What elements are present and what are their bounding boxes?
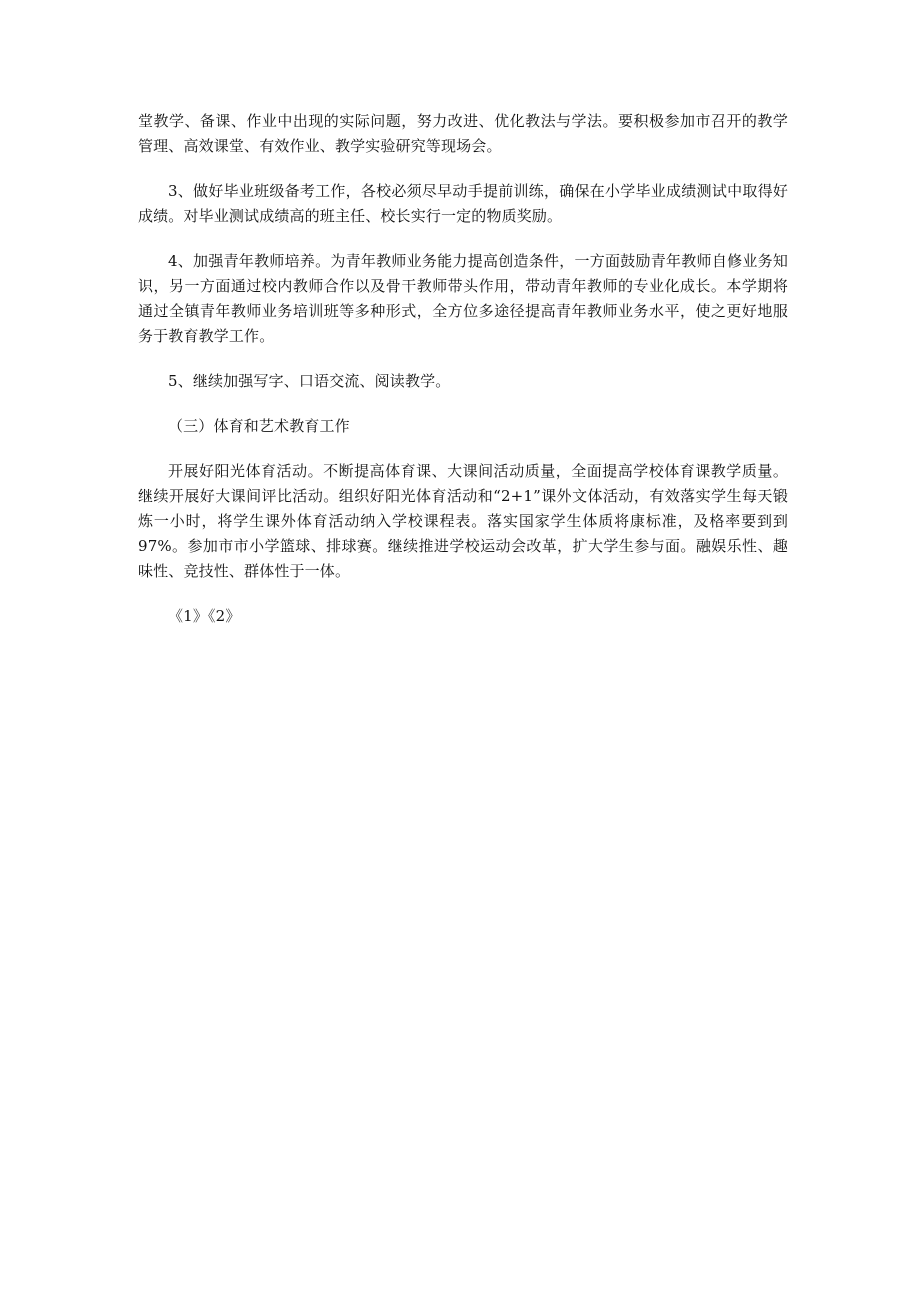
paragraph-continued-teaching: 堂教学、备课、作业中出现的实际问题，努力改进、优化教法与学法。要积极参加市召开的教学管理、高效课堂、有效作业、教学实验研究等现场会。	[138, 112, 788, 155]
paragraph-writing-reading: 5、继续加强写字、口语交流、阅读教学。	[168, 372, 451, 390]
paragraph-graduation-prep: 3、做好毕业班级备考工作，各校必须尽早动手提前训练，确保在小学毕业成绩测试中取得好成绩。对毕业测试成绩高的班主任、校长实行一定的物质奖励。	[138, 182, 788, 225]
section-heading-pe-arts: （三）体育和艺术教育工作	[168, 417, 350, 435]
paragraph-sunshine-sports: 开展好阳光体育活动。不断提高体育课、大课间活动质量，全面提高学校体育课教学质量。继续开展好大课间评比活动。组织好阳光体育活动和“2+1”课外文体活动，有效落实学生每天锻炼一小时，将学生课外体育活动纳入学校课程表。落实国家学生体质将康标准，及格率要到到97%。参加市市小学篮球、排球赛。继续推进学校运动会改革，扩大学生参与面。融娱乐性、趣味性、竞技性、群体性于一体。	[138, 462, 788, 580]
document-body	[138, 109, 788, 629]
paragraph-young-teachers: 4、加强青年教师培养。为青年教师业务能力提高创造条件，一方面鼓励青年教师自修业务知识，另一方面通过校内教师合作以及骨干教师带头作用，带动青年教师的专业化成长。本学期将通过全镇青年教师业务培训班等多种形式，全方位多途径提高青年教师业务水平，使之更好地服务于教育教学工作。	[138, 252, 788, 345]
page-links[interactable]: 《1》《2》	[168, 607, 241, 625]
